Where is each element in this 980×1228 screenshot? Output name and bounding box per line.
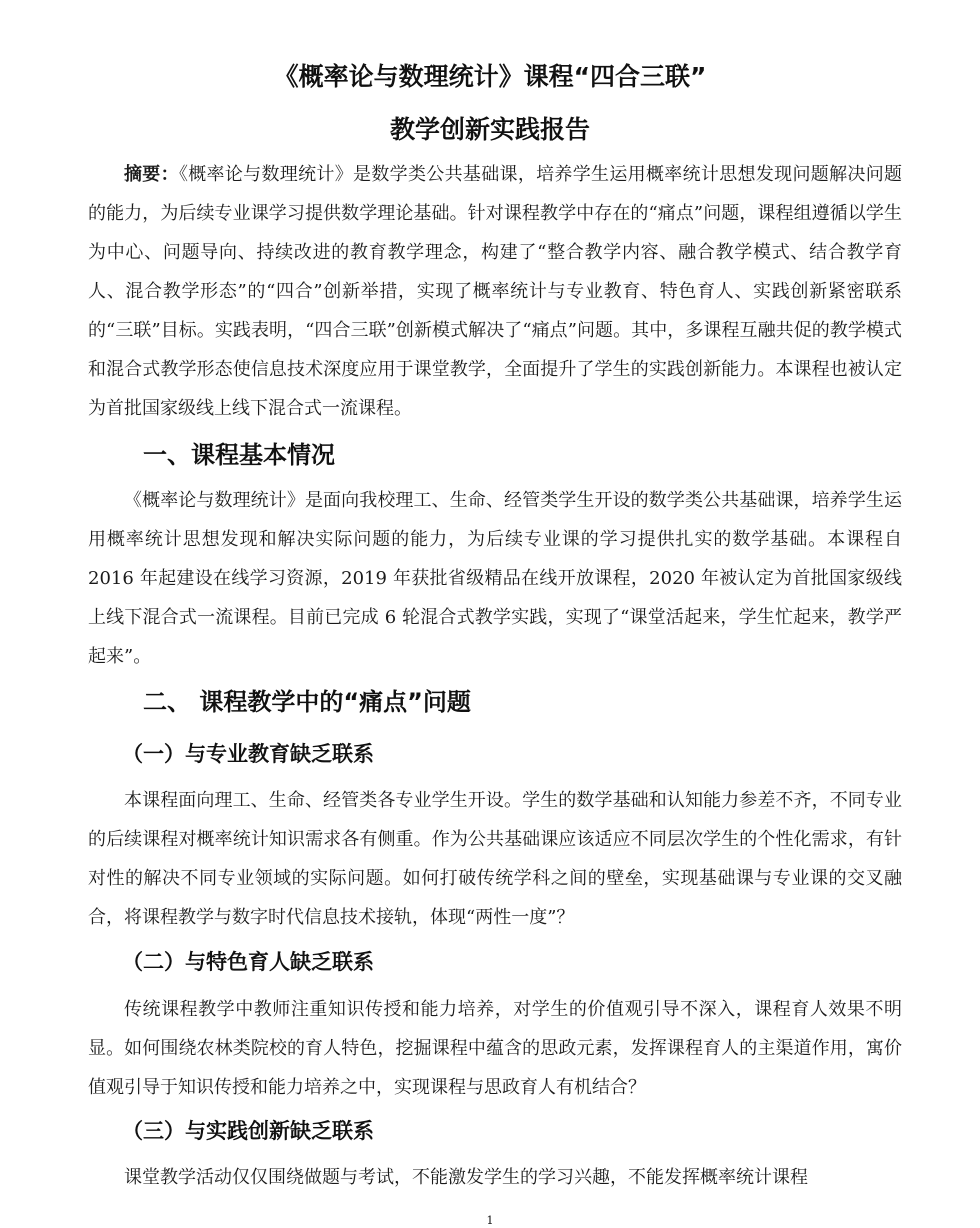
subsection-2-body: 传统课程教学中教师注重知识传授和能力培养，对学生的价值观引导不深入，课程育人效果不明显。如何围绕农林类院校的育人特色，挖掘课程中蕴含的思政元素，发挥课程育人的主渠道作用，寓价值观引导于知识传授和能力培养之中，实现课程与思政育人有机结合？: [88, 999, 902, 1098]
section-2-heading: 二、 课程教学中的“痛点”问题: [143, 688, 471, 716]
subsection-1-heading: （一）与专业教育缺乏联系: [122, 742, 374, 766]
section-1-heading: 一、课程基本情况: [143, 441, 335, 469]
abstract-label: 摘要：: [124, 164, 179, 185]
subsection-3-body: 课堂教学活动仅仅围绕做题与考试，不能激发学生的学习兴趣，不能发挥概率统计课程: [124, 1167, 808, 1188]
subsection-2-heading: （二）与特色育人缺乏联系: [122, 950, 374, 974]
subsection-1-body: 本课程面向理工、生命、经管类各专业学生开设。学生的数学基础和认知能力参差不齐，不同专业的后续课程对概率统计知识需求各有侧重。作为公共基础课应该适应不同层次学生的个性化需求，有针对性的解决不同专业领域的实际问题。如何打破传统学科之间的壁垒，实现基础课与专业课的交叉融合，将课程教学与数字时代信息技术接轨，体现“两性一度”？: [88, 790, 902, 928]
section-1-body: 《概率论与数理统计》是面向我校理工、生命、经管类学生开设的数学类公共基础课，培养学生运用概率统计思想发现和解决实际问题的能力，为后续专业课的学习提供扎实的数学基础。本课程自 2016 年起建设在线学习资源，2019 年获批省级精品在线开放课程，2020 年被认定为首批国家级线上线下混合式一流课程。目前已完成 6 轮混合式教学实践，实现了“课堂活起来，学生忙起来，教学严起来”。: [88, 490, 902, 667]
abstract-paragraph: [88, 155, 902, 428]
document-title-line-1: 《概率论与数理统计》课程“四合三联”: [273, 62, 707, 91]
document-title-line-2: 教学创新实践报告: [389, 115, 590, 144]
abstract-text: 《概率论与数理统计》是数学类公共基础课，培养学生运用概率统计思想发现问题解决问题的能力，为后续专业课学习提供数学理论基础。针对课程教学中存在的“痛点”问题，课程组遵循以学生为中心、问题导向、持续改进的教育教学理念，构建了“整合教学内容、融合教学模式、结合教学育人、混合教学形态”的“四合”创新举措，实现了概率统计与专业教育、特色育人、实践创新紧密联系的“三联”目标。实践表明，“四合三联”创新模式解决了“痛点”问题。其中，多课程互融共促的教学模式和混合式教学形态使信息技术深度应用于课堂教学，全面提升了学生的实践创新能力。本课程也被认定为首批国家级线上线下混合式一流课程。: [88, 164, 903, 419]
subsection-3-heading: （三）与实践创新缺乏联系: [122, 1119, 374, 1143]
page-number: 1: [486, 1214, 494, 1227]
